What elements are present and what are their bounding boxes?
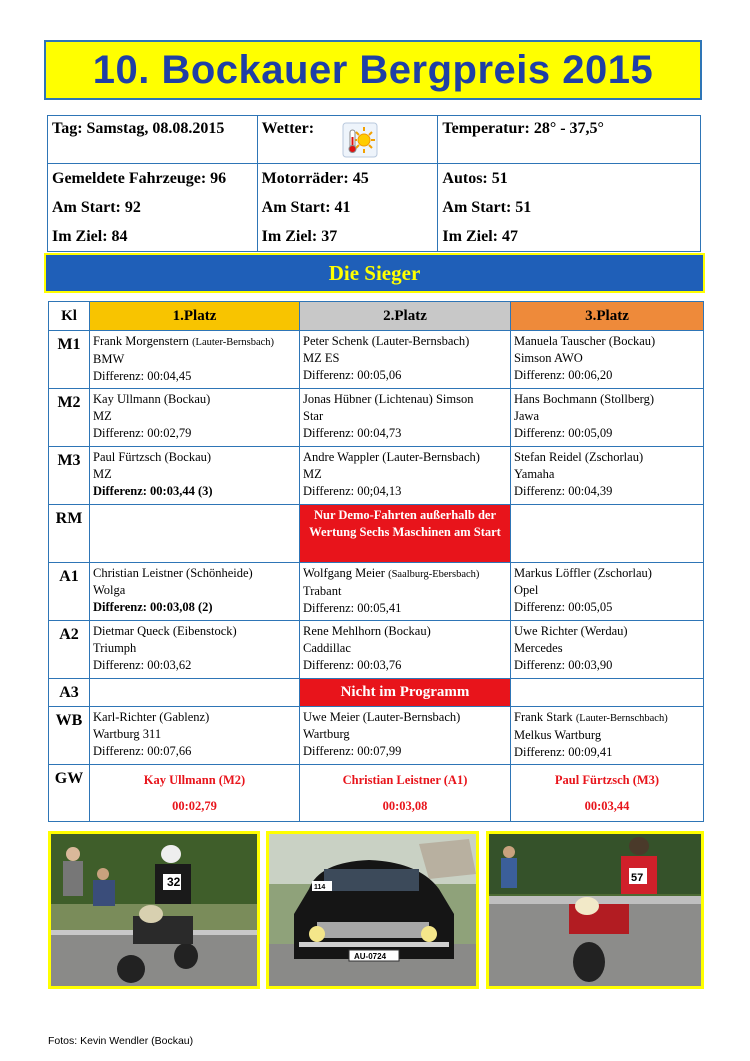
driver-name: Peter Schenk (Lauter-Bernsbach) <box>303 334 470 348</box>
empty-cell <box>511 505 704 563</box>
vehicle: MZ <box>303 467 322 481</box>
result-cell <box>90 389 300 447</box>
cars-finish-text: Im Ziel: 47 <box>442 228 518 245</box>
driver-name: Dietmar Queck (Eibenstock) <box>93 624 237 638</box>
time: 00:02,79 <box>172 799 217 813</box>
result-cell <box>300 447 511 505</box>
driver-name: Frank Stark <box>514 710 573 724</box>
driver-name: Wolfgang Meier <box>303 566 385 580</box>
driver-name: Stefan Reidel (Zschorlau) <box>514 450 644 464</box>
photo-credit: Fotos: Kevin Wendler (Bockau) <box>48 1035 194 1047</box>
not-in-program-note: Nicht im Programm <box>300 679 511 707</box>
registered-text: Gemeldete Fahrzeuge: 96 <box>52 170 227 187</box>
class-label: M3 <box>49 447 90 505</box>
vehicle: Trabant <box>303 584 342 598</box>
difference: Differenz: 00:04,39 <box>514 484 613 498</box>
vehicle: MZ <box>93 409 112 423</box>
result-cell <box>511 331 704 389</box>
difference: Differenz: 00:03,90 <box>514 658 613 672</box>
result-cell <box>511 447 704 505</box>
result-cell <box>300 707 511 765</box>
motorcycles-start-text: Am Start: 41 <box>261 199 351 216</box>
table-row <box>49 563 704 621</box>
driver-name: Karl-Richter (Gablenz) <box>93 710 210 724</box>
difference: Differenz: 00:03,08 (2) <box>93 600 213 614</box>
first-place-header: 1.Platz <box>90 302 300 331</box>
driver-name: Kay Ullmann (Bockau) <box>93 392 211 406</box>
difference: Differenz: 00:09,41 <box>514 745 613 759</box>
class-header: Kl <box>49 302 90 331</box>
vehicle: MZ ES <box>303 351 340 365</box>
vehicle: MZ <box>93 467 112 481</box>
class-label: RM <box>49 505 90 563</box>
difference: Differenz: 00:07,99 <box>303 744 402 758</box>
table-row <box>49 505 704 563</box>
class-label: WB <box>49 707 90 765</box>
vehicle: Wartburg 311 <box>93 727 162 741</box>
driver-place: (Lauter-Bernsbach) <box>192 337 275 348</box>
temperature-text: Temperatur: 28° - 37,5° <box>442 120 604 137</box>
photo-rider-57 <box>486 831 704 989</box>
second-place-header: 2.Platz <box>300 302 511 331</box>
vehicle: Opel <box>514 583 539 597</box>
page-title: 10. Bockauer Bergpreis 2015 <box>92 47 654 92</box>
difference: Differenz: 00:04,73 <box>303 426 402 440</box>
driver-name: Markus Löffler (Zschorlau) <box>514 566 652 580</box>
vehicle: BMW <box>93 352 125 366</box>
result-cell <box>90 447 300 505</box>
driver-name: Kay Ullmann (M2) <box>143 773 246 787</box>
cars-start-text: Am Start: 51 <box>442 199 532 216</box>
vehicle: Wolga <box>93 583 126 597</box>
difference: Differenz: 00:05,41 <box>303 601 402 615</box>
empty-cell <box>90 505 300 563</box>
photo-wolga-car <box>266 831 479 989</box>
vehicle: Mercedes <box>514 641 563 655</box>
difference: Differenz: 00:03,76 <box>303 658 402 672</box>
empty-cell <box>511 679 704 707</box>
photo-rider-32 <box>48 831 260 989</box>
weather-cell <box>257 116 438 164</box>
vehicle: Yamaha <box>514 467 555 481</box>
motorcycles-text: Motorräder: 45 <box>261 170 369 187</box>
driver-name: Hans Bochmann (Stollberg) <box>514 392 655 406</box>
race-number: 57 <box>631 872 644 884</box>
date-text: Tag: Samstag, 08.08.2015 <box>52 120 225 137</box>
vehicle: Caddillac <box>303 641 351 655</box>
temperature-cell <box>438 116 701 164</box>
race-number: 114 <box>314 884 326 891</box>
difference: Differenz: 00;04,13 <box>303 484 402 498</box>
driver-name: Paul Fürtzsch (Bockau) <box>93 450 212 464</box>
difference: Differenz: 00:05,09 <box>514 426 613 440</box>
result-cell <box>300 563 511 621</box>
class-label: M2 <box>49 389 90 447</box>
sun-thermometer-icon <box>342 122 378 163</box>
driver-name: Christian Leistner (Schönheide) <box>93 566 253 580</box>
result-cell <box>90 563 300 621</box>
vehicle: Jawa <box>514 409 539 423</box>
vehicle: Wartburg <box>303 727 350 741</box>
class-label: M1 <box>49 331 90 389</box>
result-cell <box>90 707 300 765</box>
table-row <box>49 621 704 679</box>
difference: Differenz: 00:03,62 <box>93 658 192 672</box>
difference: Differenz: 00:07,66 <box>93 744 192 758</box>
vehicle: Star <box>303 409 324 423</box>
result-cell <box>90 621 300 679</box>
results-header-row <box>49 302 704 331</box>
result-cell <box>90 331 300 389</box>
class-label: A1 <box>49 563 90 621</box>
difference: Differenz: 00:04,45 <box>93 369 192 383</box>
title-banner <box>44 40 702 100</box>
third-place-header: 3.Platz <box>511 302 704 331</box>
difference: Differenz: 00:05,06 <box>303 368 402 382</box>
motorcycles-finish-text: Im Ziel: 37 <box>261 228 338 245</box>
result-cell <box>300 389 511 447</box>
driver-name: Frank Morgenstern <box>93 334 189 348</box>
motorcycles-cell <box>257 164 438 252</box>
overall-winner-cell <box>511 765 704 822</box>
driver-name: Christian Leistner (A1) <box>342 773 468 787</box>
result-cell <box>511 389 704 447</box>
results-table <box>48 301 704 822</box>
difference: Differenz: 00:06,20 <box>514 368 613 382</box>
demo-note: Nur Demo-Fahrten außerhalb der Wertung Sechs Maschinen am Start <box>300 505 511 563</box>
license-plate: AU-0724 <box>354 952 387 961</box>
race-number: 32 <box>167 875 181 889</box>
driver-name: Paul Fürtzsch (M3) <box>554 773 660 787</box>
winners-banner <box>44 253 705 293</box>
result-cell <box>300 621 511 679</box>
winners-heading: Die Sieger <box>328 260 421 285</box>
result-cell <box>511 621 704 679</box>
table-row <box>49 331 704 389</box>
table-row <box>49 707 704 765</box>
info-table <box>47 115 701 252</box>
table-row <box>49 447 704 505</box>
difference: Differenz: 00:02,79 <box>93 426 192 440</box>
result-cell <box>300 331 511 389</box>
driver-name: Rene Mehlhorn (Bockau) <box>303 624 431 638</box>
difference: Differenz: 00:03,44 (3) <box>93 484 213 498</box>
driver-name: Manuela Tauscher (Bockau) <box>514 334 656 348</box>
registered-finish-text: Im Ziel: 84 <box>52 228 128 245</box>
driver-name: Andre Wappler (Lauter-Bernsbach) <box>303 450 480 464</box>
difference: Differenz: 00:05,05 <box>514 600 613 614</box>
vehicle: Simson AWO <box>514 351 583 365</box>
date-cell <box>48 116 258 164</box>
driver-name: Uwe Meier (Lauter-Bernsbach) <box>303 710 461 724</box>
registered-cell <box>48 164 258 252</box>
table-row <box>49 765 704 822</box>
driver-name: Jonas Hübner (Lichtenau) Simson <box>303 392 474 406</box>
table-row <box>49 389 704 447</box>
cars-cell <box>438 164 701 252</box>
vehicle: Triumph <box>93 641 137 655</box>
empty-cell <box>90 679 300 707</box>
overall-winner-cell <box>90 765 300 822</box>
cars-text: Autos: 51 <box>442 170 508 187</box>
class-label: GW <box>49 765 90 822</box>
result-cell <box>511 563 704 621</box>
time: 00:03,44 <box>584 799 630 813</box>
weather-label: Wetter: <box>261 120 315 137</box>
class-label: A2 <box>49 621 90 679</box>
table-row <box>49 679 704 707</box>
driver-name: Uwe Richter (Werdau) <box>514 624 628 638</box>
time: 00:03,08 <box>382 799 428 813</box>
registered-start-text: Am Start: 92 <box>52 199 141 216</box>
result-cell <box>511 707 704 765</box>
class-label: A3 <box>49 679 90 707</box>
overall-winner-cell <box>300 765 511 822</box>
vehicle: Melkus Wartburg <box>514 728 602 742</box>
driver-place: (Saalburg-Ebersbach) <box>388 569 480 580</box>
driver-place: (Lauter-Bernschbach) <box>575 713 668 724</box>
